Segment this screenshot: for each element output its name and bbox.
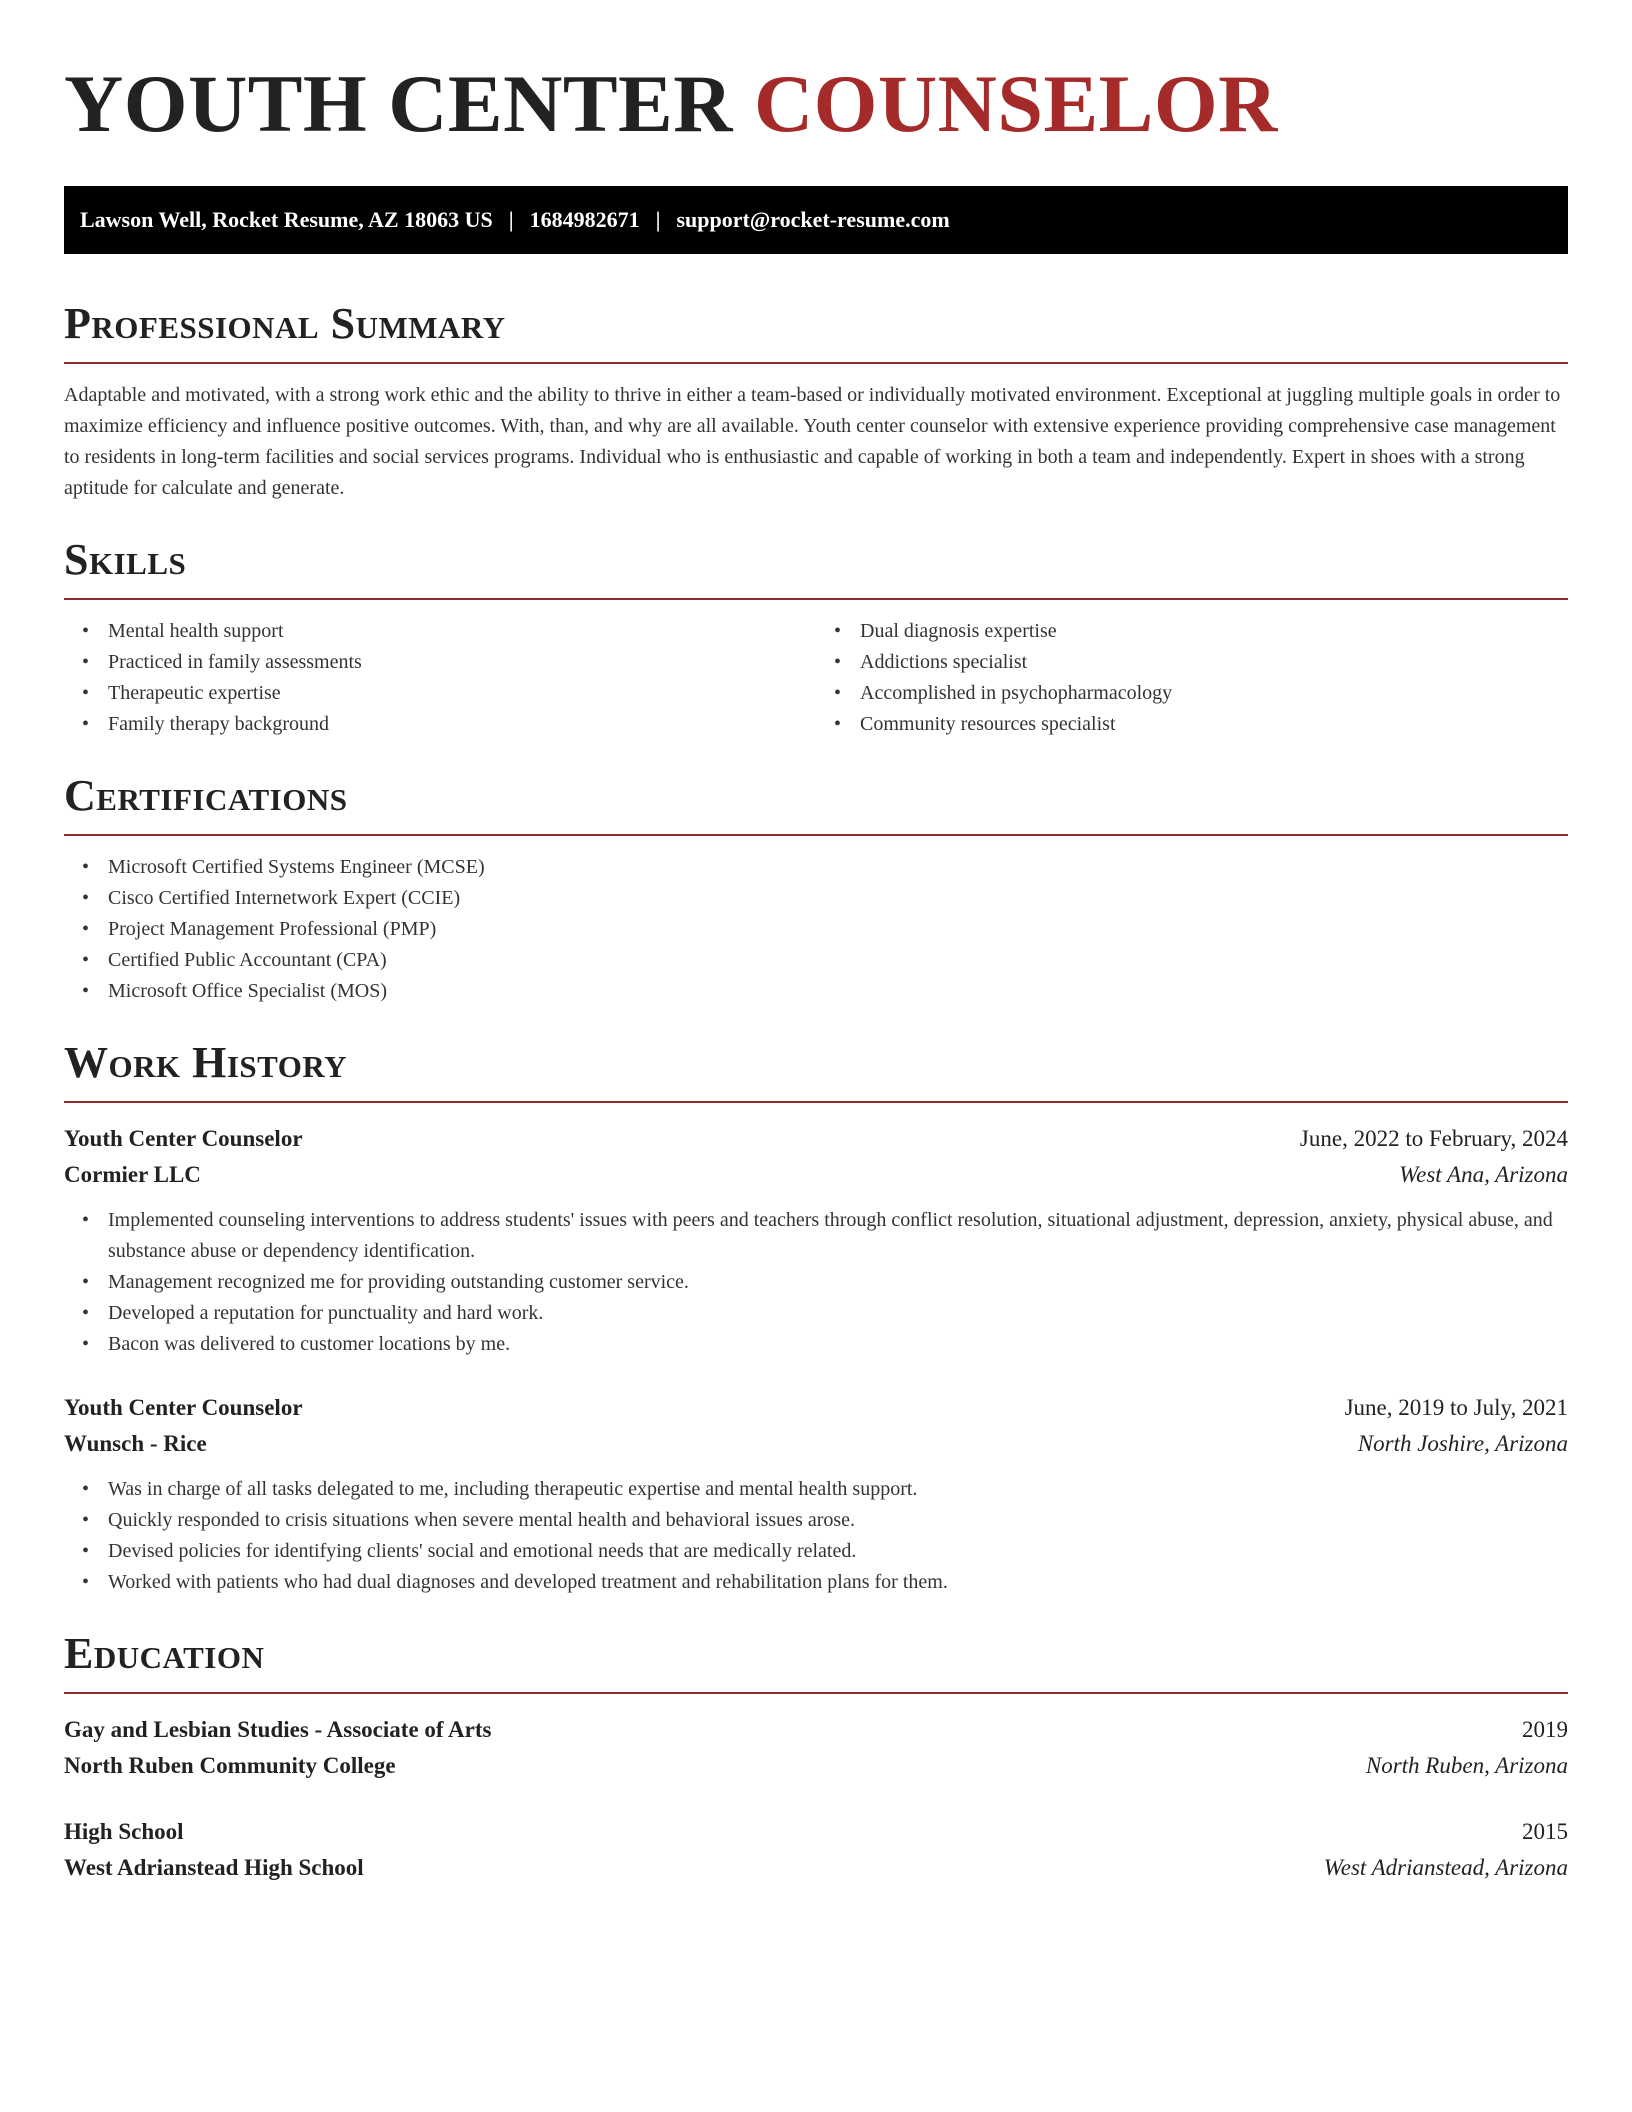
education-degree: Gay and Lesbian Studies - Associate of Arts — [64, 1717, 492, 1742]
job-duty-text: Quickly responded to crisis situations when severe mental health and behavioral issues arose. — [108, 1509, 856, 1531]
job-duty-item — [64, 1329, 1568, 1360]
education-year: 2019 — [1522, 1717, 1568, 1742]
skills-list-right — [816, 616, 1568, 740]
certifications-heading: Certifications — [64, 771, 348, 820]
bullet-icon: • — [82, 1271, 90, 1293]
summary-heading: Professional Summary — [64, 299, 506, 348]
job-header-row — [64, 1390, 1568, 1426]
title-accent: COUNSELOR — [753, 58, 1278, 149]
job-duties-list — [64, 1474, 1568, 1598]
bullet-icon: • — [82, 620, 90, 642]
job-duty-item — [64, 1567, 1568, 1598]
skill-label: Addictions specialist — [860, 651, 1028, 673]
job-title: Youth Center Counselor — [64, 1395, 303, 1420]
section-divider — [64, 1692, 1568, 1694]
job-company: Cormier LLC — [64, 1162, 201, 1187]
education-degree-row — [64, 1712, 1568, 1748]
job-header-row — [64, 1121, 1568, 1157]
contact-address: Lawson Well, Rocket Resume, AZ 18063 US — [80, 207, 493, 232]
skill-label: Accomplished in psychopharmacology — [860, 682, 1173, 704]
bullet-icon: • — [834, 682, 842, 704]
education-degree: High School — [64, 1819, 184, 1844]
contact-separator: | — [655, 207, 661, 232]
education-location: North Ruben, Arizona — [1365, 1753, 1568, 1778]
job-company-row — [64, 1157, 1568, 1193]
job-duty-item — [64, 1267, 1568, 1298]
skill-item — [816, 709, 1568, 740]
bullet-icon: • — [82, 1478, 90, 1500]
bullet-icon: • — [82, 651, 90, 673]
skill-label: Practiced in family assessments — [108, 651, 362, 673]
job-duty-item — [64, 1505, 1568, 1536]
bullet-icon: • — [82, 1333, 90, 1355]
job-location: North Joshire, Arizona — [1357, 1431, 1568, 1456]
education-school-row — [64, 1850, 1568, 1886]
job-duty-text: Management recognized me for providing outstanding customer service. — [108, 1271, 689, 1293]
section-divider — [64, 362, 1568, 364]
job-title: Youth Center Counselor — [64, 1126, 303, 1151]
section-divider — [64, 1101, 1568, 1103]
certification-label: Microsoft Office Specialist (MOS) — [108, 980, 388, 1002]
bullet-icon: • — [82, 887, 90, 909]
skills-section — [64, 534, 1568, 740]
bullet-icon: • — [82, 1540, 90, 1562]
certification-item — [64, 914, 1568, 945]
skills-heading: Skills — [64, 535, 187, 584]
bullet-icon: • — [82, 1509, 90, 1531]
contact-bar — [64, 186, 1568, 254]
resume-title — [64, 56, 1568, 152]
job-duty-text: Bacon was delivered to customer locations by me. — [108, 1333, 511, 1355]
bullet-icon: • — [82, 1209, 90, 1231]
work-history-heading: Work History — [64, 1038, 348, 1087]
skill-item — [816, 647, 1568, 678]
job-duty-text: Worked with patients who had dual diagnoses and developed treatment and rehabilitation plans for them. — [108, 1571, 948, 1593]
skill-label: Family therapy background — [108, 713, 330, 735]
certification-label: Microsoft Certified Systems Engineer (MCSE) — [108, 856, 485, 878]
title-main: YOUTH CENTER — [64, 58, 733, 149]
contact-email: support@rocket-resume.com — [676, 207, 950, 232]
bullet-icon: • — [834, 651, 842, 673]
skill-item — [816, 678, 1568, 709]
skill-item — [64, 616, 816, 647]
skill-item — [64, 647, 816, 678]
education-degree-row — [64, 1814, 1568, 1850]
bullet-icon: • — [834, 713, 842, 735]
job-duty-text: Implemented counseling interventions to address students' issues with peers and teachers through conflict resolution, situational adjustment, depression, anxiety, physical abuse, and substance abuse or dependency identification. — [108, 1209, 1553, 1262]
certification-item — [64, 852, 1568, 883]
job-company: Wunsch - Rice — [64, 1431, 207, 1456]
job-location: West Ana, Arizona — [1399, 1162, 1568, 1187]
summary-section — [64, 298, 1568, 504]
job-duty-text: Was in charge of all tasks delegated to me, including therapeutic expertise and mental health support. — [108, 1478, 918, 1500]
job-dates: June, 2019 to July, 2021 — [1344, 1395, 1568, 1420]
certification-item — [64, 883, 1568, 914]
bullet-icon: • — [82, 980, 90, 1002]
skills-list-left — [64, 616, 816, 740]
work-history-section — [64, 1037, 1568, 1598]
skill-label: Mental health support — [108, 620, 284, 642]
education-year: 2015 — [1522, 1819, 1568, 1844]
skill-item — [64, 709, 816, 740]
education-location: West Adrianstead, Arizona — [1323, 1855, 1568, 1880]
certification-label: Cisco Certified Internetwork Expert (CCIE) — [108, 887, 461, 909]
bullet-icon: • — [82, 949, 90, 971]
skill-label: Therapeutic expertise — [108, 682, 281, 704]
job-duty-item — [64, 1474, 1568, 1505]
skill-item — [816, 616, 1568, 647]
certification-label: Project Management Professional (PMP) — [108, 918, 437, 940]
certification-label: Certified Public Accountant (CPA) — [108, 949, 387, 971]
certification-item — [64, 976, 1568, 1007]
job-dates: June, 2022 to February, 2024 — [1299, 1126, 1568, 1151]
job-entry — [64, 1390, 1568, 1598]
job-company-row — [64, 1426, 1568, 1462]
bullet-icon: • — [82, 856, 90, 878]
skill-label: Community resources specialist — [860, 713, 1116, 735]
job-duty-item — [64, 1298, 1568, 1329]
section-divider — [64, 834, 1568, 836]
education-heading: Education — [64, 1629, 265, 1678]
skill-item — [64, 678, 816, 709]
bullet-icon: • — [82, 1302, 90, 1324]
education-school: West Adrianstead High School — [64, 1855, 364, 1880]
bullet-icon: • — [82, 1571, 90, 1593]
job-duty-text: Developed a reputation for punctuality and hard work. — [108, 1302, 544, 1324]
job-duty-item — [64, 1536, 1568, 1567]
skills-grid — [64, 600, 1568, 740]
bullet-icon: • — [834, 620, 842, 642]
contact-phone: 1684982671 — [529, 207, 640, 232]
education-entry — [64, 1712, 1568, 1784]
certifications-list — [64, 852, 1568, 1007]
bullet-icon: • — [82, 918, 90, 940]
contact-separator: | — [508, 207, 514, 232]
skill-label: Dual diagnosis expertise — [860, 620, 1057, 642]
certifications-section — [64, 770, 1568, 1007]
job-entry — [64, 1121, 1568, 1360]
bullet-icon: • — [82, 713, 90, 735]
job-duty-text: Devised policies for identifying clients' social and emotional needs that are medically related. — [108, 1540, 857, 1562]
education-section — [64, 1628, 1568, 1886]
education-school-row — [64, 1748, 1568, 1784]
job-duties-list — [64, 1205, 1568, 1360]
certification-item — [64, 945, 1568, 976]
education-school: North Ruben Community College — [64, 1753, 396, 1778]
education-entry — [64, 1814, 1568, 1886]
bullet-icon: • — [82, 682, 90, 704]
summary-text: Adaptable and motivated, with a strong work ethic and the ability to thrive in either a team-based or individually motivated environment. Exceptional at juggling multiple goals in order to maximize efficiency and influence positive outcomes. With, than, and why are all available. Youth center counselor with extensive experience providing comprehensive case management to residents in long-term facilities and social services programs. Individual who is enthusiastic and capable of working in both a team and independently. Expert in shoes with a strong aptitude for calculate and generate. — [64, 384, 1561, 499]
job-duty-item — [64, 1205, 1568, 1267]
